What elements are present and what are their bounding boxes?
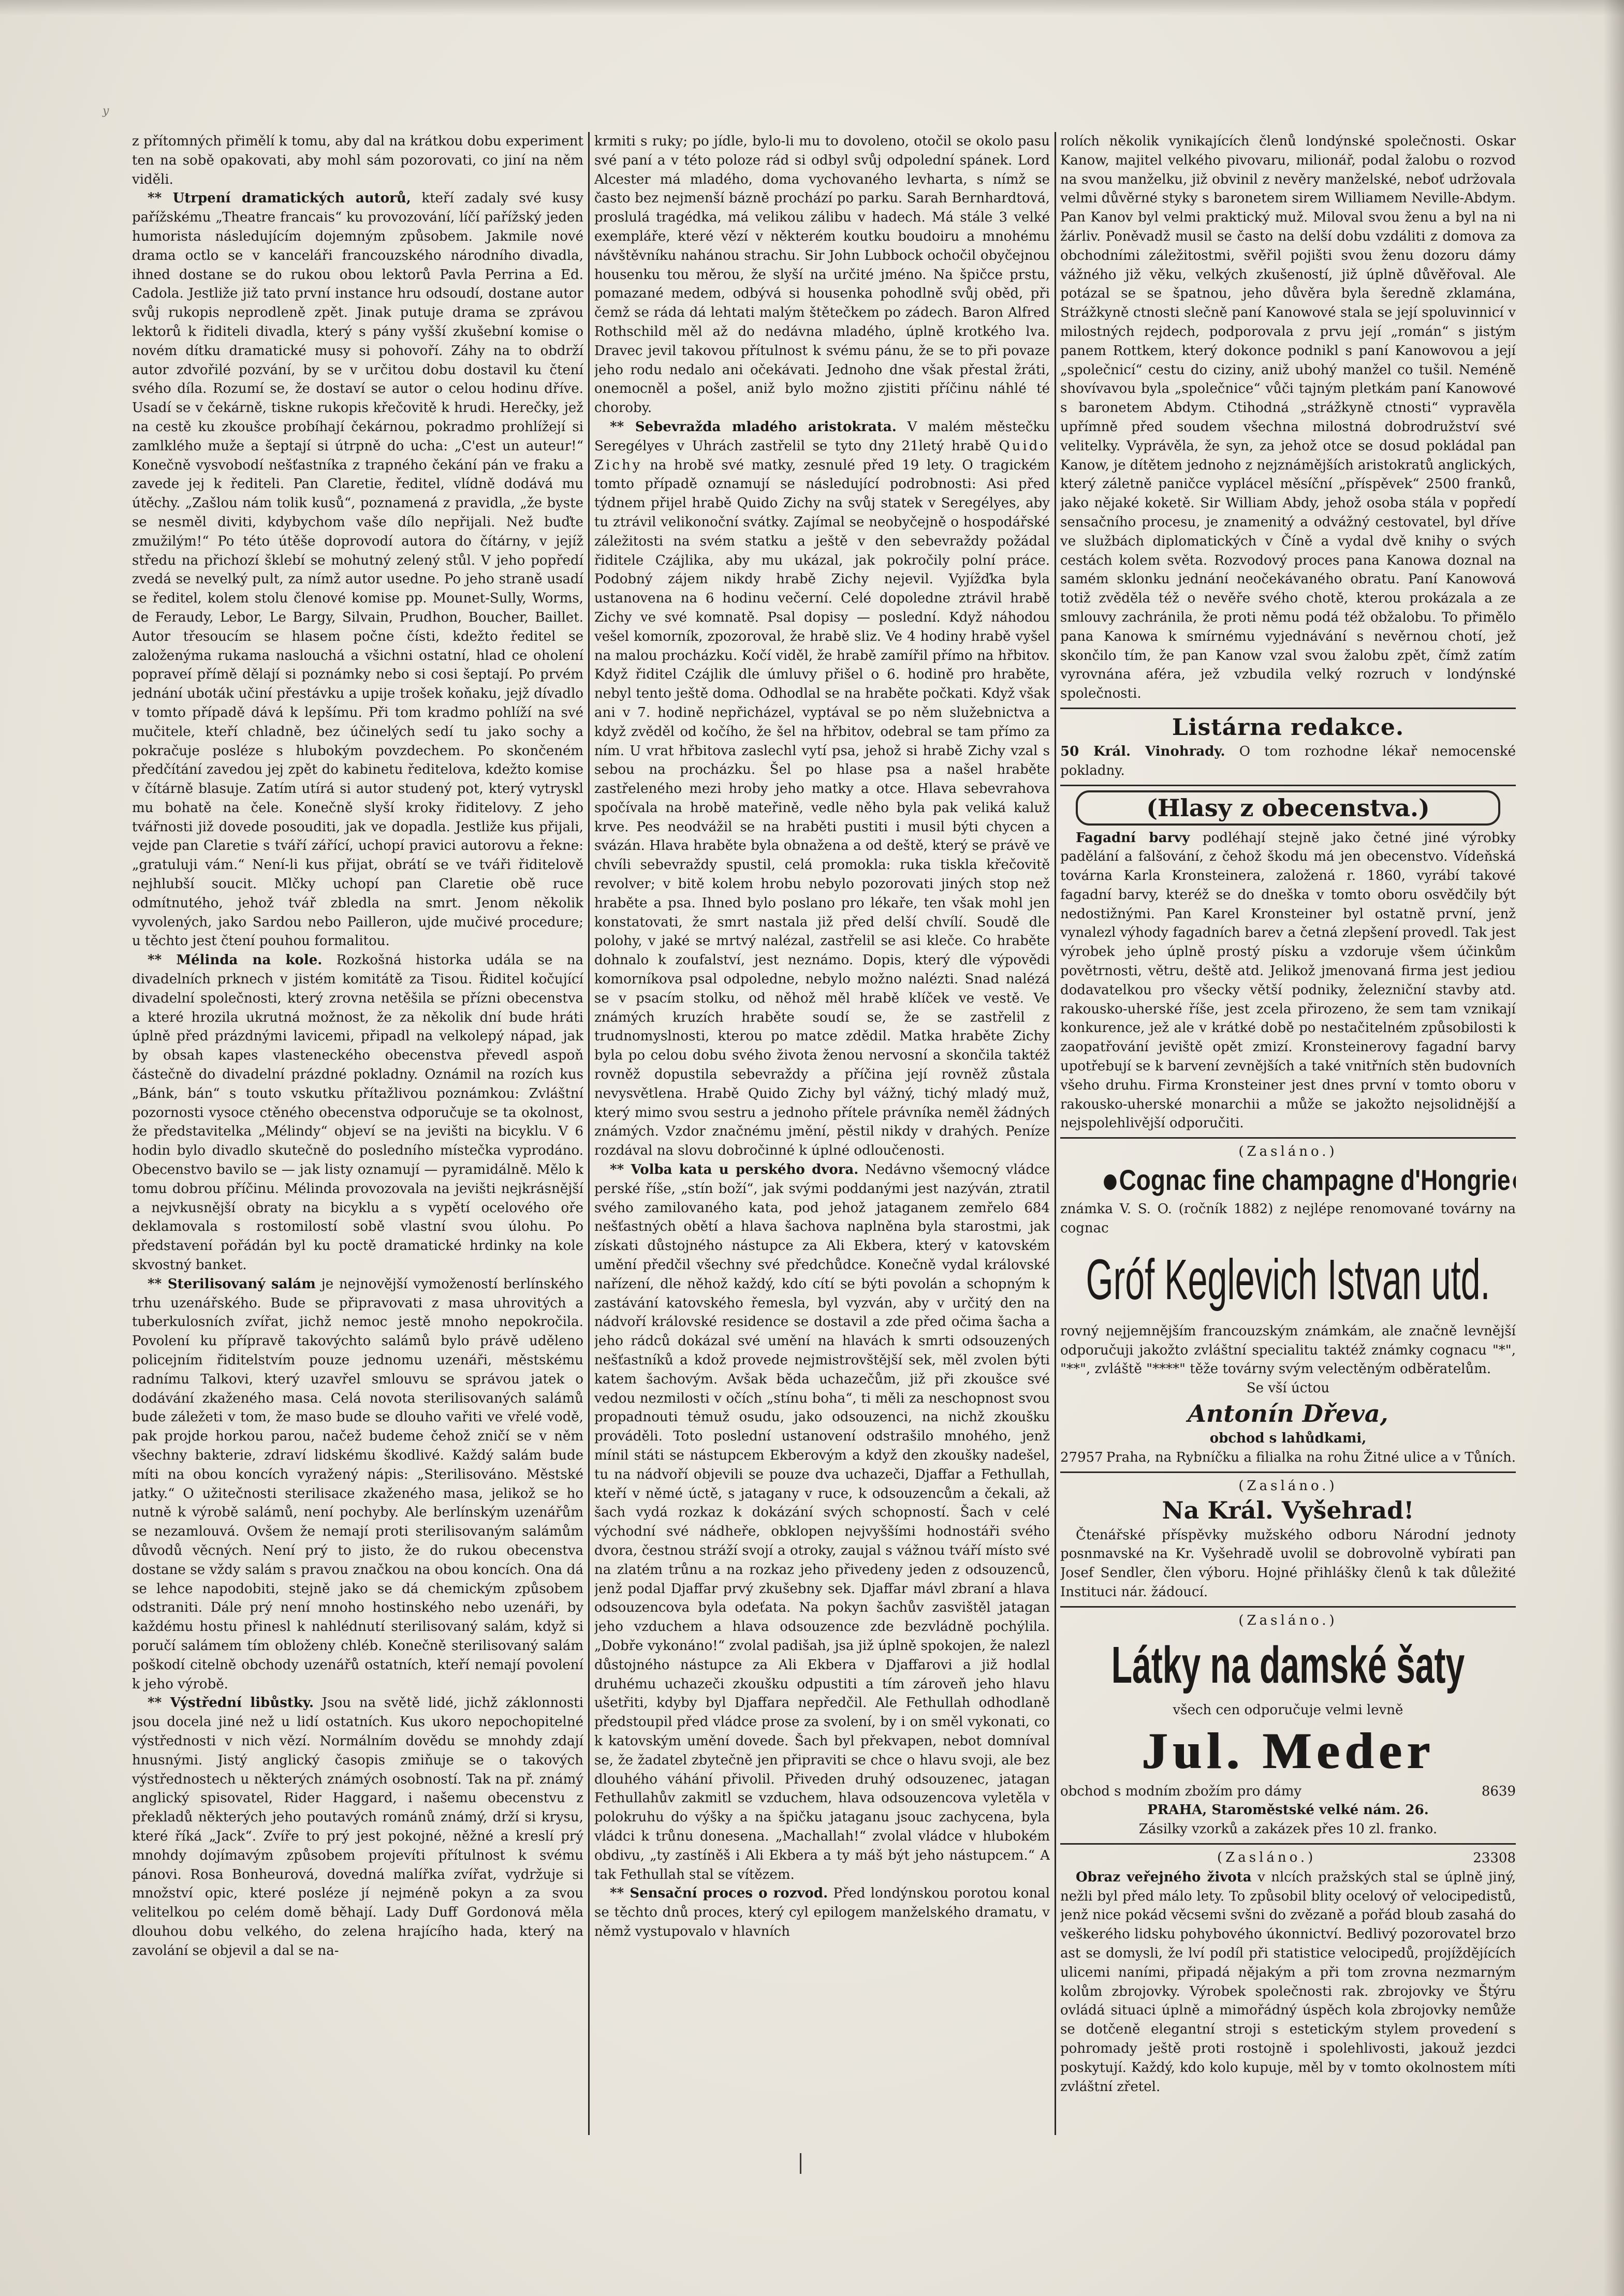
article-body: je nejnovější vymožeností berlínského trhu uzenářského. Bude se připravovati z masa uhrovitých a tuberkulosních zvířat, jichž nemoc jestě mnoho nepokročila. Povolení ku přípravě takovýchto salámů bylo právě uděleno policejním řiditelstvím pouze jednomu uzenáři, městskému radnímu Talkovi, který uzavřel smlouvu se správou jatek o dodávání zkaženého masa. Celá novota sterilisovaných salámů bude záležeti v tom, že maso bude se dlouho vařiti ve vřelé vodě, pak projde horkou parou, načež budeme čehož zničí se v něm všechny bakterie, zdraví lidskému škodlivé. Každý salám bude míti na obou koncích vyražený nápis: „Sterilisováno. Městské jatky.“ O užitečnosti sterilisace zkaženého masa, jelikož se ho nutně k výrobě salámů, není pochyby. Ale berlínským uzenářům se nezamlouvá. Ovšem že nemají proti sterilisovaným salámům důvodů věcných. Není prý to jisto, že do rukou obecenstva dostane se vždy salám s pravou značkou na obou koncích. Ona dá se lehce napodobiti, stejně jako se dá chemickým způsobem odstraniti. Dále prý není mnoho hostinského nebo uzenáři, by každému hostu přinesl k nahlédnutí sterilisovaný salám, když si poručí salámem tím obloženy chléb. Konečně sterilisovaný salám poškodí citelně obchody uzenářů ostatních, kteří nemají povolení k jeho výrobě. [132, 1276, 583, 1692]
meder-shop: obchod s modním zbožím pro dámy [1060, 1783, 1302, 1799]
bullet-icon [1513, 1174, 1516, 1190]
meder-brand: Jul. Meder [1141, 1721, 1435, 1779]
bicycle-notice [1060, 1868, 1516, 2097]
article-body: kteří zadaly své kusy pařížskému „Theatre francais“ ku provozování, líčí pařížský jeden humorista následujícím dojemným způsobem. Jakmile nové drama octlo se v kanceláři francouzského národního divadla, ihned dostane se do rukou obou lektorů Pavla Perrina a Ed. Cadola. Jestliže již tato první instance hru odsoudí, dostane autor svůj rukopis neprodleně zpět. Jinak putuje drama se zprávou lektorů k řiditeli divadla, který s pány vyšší zkušební komise o novém dítku dramatické musy si pohovoří. Záhy na to obdrží autor zdvořilé pozvání, by se v určitou dobu dostavil ku čtení svého díla. Rozumí se, že dostaví se autor o celou hodinu dříve. Usadí se v čekárně, tiskne rukopis křečovitě k hrudi. Herečky, jež na cestě ku zkoušce probíhají čekárnou, pokradmo prohlížejí si zamlklého muže a šeptají si útrpně do ucha: „C'est un auteur!“ Konečně vysvobodí nešťastníka z trapného čekání pán ve fraku a zavede jej k řediteli. Pan Claretie, ředitel, vlídně dodává mu útěchy. „Zašlou nám tolik kusů“, poznamená z pravidla, „že byste se nesměl diviti, kdybychom vaše dílo nepřijali. Než buďte zmužilým!“ Po této útěše doprovodí autora do čítárny, v jejíž středu na přichozí šklebí se mohutný zelený stůl. V jeho popředí zvedá se nevelký pult, za nímž autor usedne. Po jeho straně usadí se ředitel, kolem stolu členové komise pp. Mounet-Sully, Worms, de Feraudy, Lebor, Le Bargy, Silvain, Prudhon, Boucher, Baillet. Autor třesoucím se hlasem počne čísti, kdežto ředitel se založenýma rukama naslouchá a všichni ostatní, hlad ce oholení popraveí přímě dělají si poznámky nebo si cosi šeptají. Po prvém jednání uboták učiní přestávku a upije trošek koňaku, jejž dívadlo v tomto případě dává k lepšímu. Při tom kradmo pohlíží na své mučitele, kteří chladně, bez účinelých sedí tu jako sochy a pokračuje posléze s hlubokým povzdechem. Po skončeném předčítání zavedou jej zpět do kabinetu ředitelova, kdežto komise v čítárně blasuje. Zatím utírá si autor studený pot, který vytryskl mu bohatě na čele. Konečně slyší kroky řiditelovy. Z jeho tvářnosti již dovede posouditi, jak ve dopadla. Jestliže kus přijali, vejde pan Claretie s tváří zářící, uchopí pravici autorovu a řekne: „gratuluji vám.“ Není-li kus přijat, obrátí se ve tváři řiditelově nejhlubší soucit. Mlčky uchopí pan Claretie obě ruce odmítnutého, jehož tvář zbledla na smrt. Jenom několik vyvolených, jako Sardou nebo Pailleron, ujde mučivé procedure; u těchto jest čtení pouhou formalitou. [132, 190, 583, 949]
pencil-mark: y [103, 105, 109, 117]
article-body: V malém městečku Seregélyes v Uhrách zastřelil se tyto dny 21letý hrabě [594, 419, 1050, 454]
section-divider [1060, 1137, 1516, 1139]
vysehrad-body: Čtenářské příspěvky mužského odboru Národní jednoty posnmavské na Kr. Vyšehradě uvolil se dobrovolně vybírati pan Josef Sendler, člen výboru. Hojné přihlášky členů k tak důležité Instituci nár. žádoucí. [1060, 1527, 1516, 1600]
article-salami [132, 1275, 583, 1694]
dreva-address: Praha, na Rybníčku a filialka na rohu Žitné ulice a v Tůních. [1106, 1449, 1516, 1465]
cognac-ad-body: rovný nejjemnějším francouzským známkám, ale značně levnější odporučuji jakožto zvláštní specialitu taktéž známky cognacu "*", "**", zvláště "****" těže továrny svým velectěným odběratelům. [1060, 1323, 1516, 1377]
section-divider [1060, 1843, 1516, 1845]
page-bottom-mark [800, 2153, 801, 2174]
column-1 [132, 132, 583, 2140]
article-divorce [594, 1884, 1050, 1941]
vysehrad-heading: Na Král. Vyšehrad! [1162, 1496, 1414, 1524]
article-body: Rozkošná historka udála se na divadelních prknech v jistém komitátě za Tisou. Řiditel kočující divadelní společnosti, který zrovna netěšila se přízni obecenstva a které hrozila ukrutná možnost, že za několik dní bude hráti úplně před prázdnými lavicemi, připadl na velkolepý nápad, jak by obsah kapes vlasteneckého obecenstva převedl aspoň částečně do divadelní prázdné pokladny. Oznámil na rozích kus „Bánk, bán“ s touto vskutku přítažlivou poznámkou: Zvláštní pozornosti vysoce ctěného obecenstva odporučuje se ta okolnost, že představitelka „Mélindy“ objeví se na jevišti na bicyklu. V 6 hodin bylo divadlo skutečně do posledního místečka vyprodáno. Obecenstvo bavilo se — jak listy oznamují — pyramidálně. Mělo k tomu dobrou příčinu. Mélinda provozovala na jevišti nejkrásnější a nejvkusnější obraty na bicyklu a s vypětí ocelového oře deklamovala s rostomilostí sobě vlastní svou úlohu. Po představení pořádán byl ku poctě dramatické hrdinky na kole skvostný banket. [132, 952, 583, 1273]
zaslano-label: (Zasláno.) [1238, 1144, 1338, 1160]
section-divider [1060, 1471, 1516, 1473]
ad-number: 27957 [1060, 1449, 1103, 1465]
column-2 [594, 132, 1050, 2140]
column-3 [1060, 132, 1516, 2140]
zaslano-row [1060, 1849, 1516, 1868]
zaslano-label: (Zasláno.) [1238, 1612, 1338, 1628]
keglevich-brand: Gróf Keglevich Istvan utd. [1086, 1247, 1490, 1312]
meder-address: PRAHA, Staroměstské velké nám. 26. [1147, 1802, 1429, 1818]
ad-number: 8639 [1481, 1783, 1516, 1799]
article-continuation: rolích několik vynikajících členů londýnské společnosti. Oskar Kanow, majitel velkého pivovaru, milionář, podal žalobu o rozvod na svou manželku, již obvinil z nevěry manželské, neboť udržovala velmi důvěrné styky s baronetem sirem Williamem Neville-Abdym. Pan Kanov byl velmi praktický muž. Miloval svou ženu a byl na ni žárliv. Poněvadž musil se často na delší dobu vzdáliti z domova za obchodními záležitostmi, svěřil pojišti svou ženu dozoru dámy vážného již věku, velkých zkušeností, již úplně důvěřoval. Ale potázal se se špatnou, jeho důvěra byla šeredně zklamána, Strážkyně ctnosti slečně paní Kanowové stala se její spoluvinnicí v milostných rejdech, podporovala z prvu její „román“ s jistým panem Rottkem, který dokonce podnikl s paní Kanowovou a její „společnicí“ cestu do ciziny, aniž ubohý manžel co tušil. Neméně shovívavou byla „společnice“ vůči tajným pletkám paní Kanowové s baronetem Abdym. Ctihodná „strážkyně ctnosti“ vypravěla upřímně před soudem všechna milostná dobrodružství své velitelky. Vyprávěla, že syn, za jehož otce se dosud pokládal pan Kanow, je dítětem jednoho z nejznámějších aristokratů anglických, který záletně paničce vyplácel měsíční „příspěvek“ 2500 franků, jako nějaké koketě. Sir William Abdy, jehož osoba stála v popředí sensačního procesu, je znamenitý a odvážný cestovatel, byl dříve ve službách diplomatických v Číně a vydal dvě knihy o svých cestách kolem světa. Rozvodový proces pana Kanowa doznal na samém sklonku jednání neočekávaného obratu. Paní Kanowová totiž zvěděla též o nevěře svého chotě, kterou prokázala a ze smlouvy zachránila, že proti němu podá též obžalobu. To přimělo pana Kanowa k smírnému vyjednávání s nevěrnou chotí, jež skončilo tím, že pan Kanow vzal svou žalobu zpět, čímž zatím vyrovnána aféra, jež vzbudila velký rozruch v londýnské společnosti. [1060, 134, 1516, 702]
column-rule-1 [588, 132, 590, 2135]
dreva-address-row [1060, 1448, 1516, 1467]
article-heading: ** Sterilisovaný salám [148, 1276, 316, 1292]
zaslano-label: (Zasláno.) [1238, 1478, 1338, 1494]
notice-heading: Obraz veřejného života [1076, 1869, 1252, 1885]
meder-line-row [1060, 1782, 1516, 1801]
notice-body: podléhají stejně jako četné jiné výrobky padělání a falšování, z čehož škodu má jen obecenstvo. Vídeňská továrna Karla Kronsteinera, založená r. 1860, vyrábí takové fagadní barvy, kteréž se do dneška v tomto oboru osvědčily být nedostižnými. Pan Karel Kronsteiner byl ostatně první, jenž vynalezl výhody fagadních barev a četná zlepšení provedl. Tak jest výrobek jeho úplně prostý písku a vzdoruje všem účinkům povětrnosti, větru, deště atd. Jelikož jmenovaná firma jest jediou dodavatelkou pro všecky větší podniky, železniční stavby atd. rakousko-uherské říše, jest zcela přirozeno, že sem tam vznikají konkurence, jež ale v krátké době po nestačitelném způsobilosti k zaopatřování jeviště opět zmizí. Kronsteinerovy fagadní barvy upotřebují se k barvení zevnějších a také vnitřních stěn budovních všeho druhu. Firma Kronsteiner jest dnes první v tomto oboru v rakousko-uherské monarchii a může se jakožto nejsolidnější a nejspolehlivější odporučiti. [1060, 830, 1516, 1131]
section-divider [1060, 1606, 1516, 1608]
section-divider [1060, 708, 1516, 709]
article-body: Před londýnskou porotou konal se těchto dnů proces, který cyl epilogem manželského dramatu, v němž vystupovalo v hlavních [594, 1886, 1050, 1939]
meder-shipping: Zásilky vzorků a zakázek přes 10 zl. franko. [1138, 1821, 1438, 1837]
article-body: Jsou na světě lidé, jichž záklonnosti jsou docela jiné než u lidí ostatních. Kus ukoro nepochopitelné výstřednosti v nich vězí. Normálním dovědu se mnohdy zdají hnusnými. Jistý anglický časopis zmiňuje se o takových výstřednostech u některých známých osobností. Tak na př. známý anglický spisovatel, Rider Haggard, i našemu obecenstvu z překladů některých jeho poutavých románů známý, drží si krysu, které říká „Jack“. Zvíře to prý jest pokojné, něžné a kreslí prý mnohdy dojímavým způsobem projevíti přítulnost k svému pánovi. Rosa Bonheurová, dovedná malířka zvířat, vydržuje si množství opic, které posléze jí nejméně pokyn a za svou velitelkou po celém domě běhají. Lady Duff Gordonová měla dlouhou dobu velkého, do zelena hrajícího hada, který na zavolání se objevil a dal se na- [132, 1695, 583, 1959]
article-continuation: krmiti s ruky; po jídle, bylo-li mu to dovoleno, otočil se okolo pasu své paní a v této poloze rád si odbyl svůj odpolední spánek. Lord Alcester má mladého, doma vychovaného levharta, s nímž se často bez nejmenší bázně prochází po parku. Sarah Bernhardtová, proslulá tragédka, má velikou zálibu v hadech. Má stále 3 velké exempláře, které vězí v některém koutku boudoiru a mnohému návštěvníku nahánou strachu. Sir John Lubbock ochočil obyčejnou housenku tou měrou, že slyší na určité jméno. Na špičce prstu, pomazané medem, odbývá si housenka pohodlně svůj oběd, při čemž se ráda dá lehtati malým štětečkem po zádech. Baron Alfred Rothschild měl až do nedávna mladého, úplně krotkého lva. Dravec jevil takovou přítulnost k svému pánu, že se to při povaze jeho rodu nedalo ani očekávati. Jednoho dne však přestal žráti, onemocněl a pošel, aniž bylo možno zjistiti příčinu náhlé té choroby. [594, 134, 1050, 416]
article-heading: ** Sebevražda mladého aristokrata. [610, 419, 897, 435]
listarna-recipient: 50 Král. Vinohrady. [1060, 743, 1225, 759]
latky-subheading: všech cen odporučuje velmi levně [1173, 1702, 1403, 1718]
dreva-shop: obchod s lahůdkami, [1209, 1431, 1367, 1447]
section-divider [1060, 785, 1516, 786]
bullet-icon [1104, 1174, 1117, 1190]
article-suicide [594, 418, 1050, 1160]
hlasy-heading: (Hlasy z obecenstva.) [1076, 790, 1500, 826]
article-executioner [594, 1160, 1050, 1884]
article-dramatic-authors [132, 189, 583, 951]
article-body: Nedávno všemocný vládce perské říše, „stín boží“, jak svými poddanými jest nazýván, ztratil svého zamilovaného kata, pod jehož jataganem zemřelo 684 nešťastných obětí a hlava šachova naplněna byla starostmi, jak získati důstojného nástupce za Ali Ekbera, který v katovském umění předčil všechny své předchůdce. Konečně vydal královské nařízení, dle něhož každý, kdo cítí se býti povolán a schopným k zastávání katovského řemesla, byl vyzván, aby v určitý den na nádvoří královské residence se dostavil a zde před očima šacha a jeho rádců dokázal své umění na hlavách k smrti odsouzených nešťastníků a kdož provede nejmistrovštější sek, měl zvolen býti katem šachovým. Avšak běda uchazečům, již při zkoušce své vedou nezmilosti v očích „stínu boha“, ti měli za neschopnost svou propadnouti tėmuž osudu, jako odsouzenci, na nichž zkoušku prováděli. Toto poslední ustanovení odstrašilo mnohého, jenž mínil státi se nástupcem Ekberovým a když den zkoušky nadešel, tu na nádvoří objevili se pouze dva uchazeči, Djaffar a Fethullah, kteří v němé úctě, s jatagany v ruce, k odsouzencům a čekali, až šach vydá rozkaz k dokázání svých schopností. Šach v celé východní své nádheře, obklopen nejvyššími hodnostáři svého dvora, čestnou stráží svojí a otroky, zaujal s vážnou tváří místo své na zlatém trůnu a na rozkaz jeho přivedeny jeden z odsouzenců, jenž podal Djaffar prvý zkušebny sek. Djaffar mávl zbraní a hlava odsouzencova byla odeťata. Na pokyn šachův zasvištěl jatagan jeho vzduchem a hlava odsouzence zde bezvládně pochýlila. „Dobře vykonáno!“ zvolal padišah, jsa již úplně spokojen, že nalezl důstojného nástupce za Ali Ekbera v Djaffarovi a již hodlal druhému uchazeči zkoušku odpustiti a tím zároveň jeho hlavu ušetřiti, kdyby byl Djaffara nepředčil. Ale Fethullah odhodlaně předstoupil před vládce prose za svolení, by i on směl vykonati, co k katovským umění dovede. Šach byl překvapen, nebot domníval se, že žadatel zbytečně jen připraviti se chce o hlavu svoji, ale bez dlouhého váhání přivolil. Přiveden druhý odsouzenec, jatagan Fethullahův zakmitl se vzduchem, hlava odsouzencova vyletěla v polokruhu do výšky a na špičku jataganu jsouc zachycena, byla vládci k trůnu donesena. „Machallah!“ zvolal vládce v hlubokém obdivu, „ty zastíněš i Ali Ekbera a ty máš být jeho nástupcem.“ A tak Fethullah stal se vítězem. [594, 1162, 1050, 1882]
column-rule-2 [1055, 132, 1056, 2135]
article-melinda [132, 951, 583, 1275]
cognac-ad-heading [1101, 1160, 1511, 1200]
article-continuation: z přítomných přimělí k tomu, aby dal na krátkou dobu experiment ten na sobě opakovati, aby mohl sám pozorovati, co jiní na něm viděli. [132, 134, 583, 187]
latky-heading: Látky na damské šaty [1111, 1636, 1465, 1694]
article-heading: ** Volba kata u perského dvora. [610, 1162, 859, 1178]
article-heading: ** Utrpení dramatických autorů, [148, 190, 411, 207]
listarna-entry [1060, 742, 1516, 781]
person-name: Quido Zichy [594, 438, 1050, 473]
article-eccentric-hobbies [132, 1694, 583, 1960]
ad-number: 23308 [1473, 1850, 1516, 1866]
listarna-heading: Listárna redakce. [1172, 714, 1404, 741]
cognac-title: Cognac fine champagne d'Hongrie [1119, 1164, 1511, 1197]
notice-heading: Fagadní barvy [1076, 830, 1190, 846]
article-body: na hrobě své matky, zesnulé před 19 lety. O tragickém tomto případě oznamují se následující podrobnosti: Asi před týdnem přijel hrabě Quido Zichy na svůj statek v Seregélyes, aby tu ztrávil velikonoční svátky. Zajímal se neobyčejně o hospodářské záležitosti na svém statku a ještě v den sebevraždy požádal řiditele Czájlika, aby mu ukázal, jak pokročily polní práce. Podobný zájem nikdy hrabě Zichy nejevil. Vyjížďka byla ustanovena na 6 hodinu večerní. Celé dopoledne ztrávil hrabě Zichy ve své komnatě. Psal dopisy — poslední. Když náhodou vešel komorník, zpozoroval, že hrabě sliz. Ve 4 hodiny hrabě vyšel na malou procházku. Kočí viděl, že hrabě zamířil přímo na hřbitov. Když řiditel Czájlik dle úmluvy přišel o 6. hodině pro hraběte, nebyl tento ještě doma. Odhodlal se na hraběte počkati. Když však ani v 7. hodině nepřicházel, vyptával se po něm služebnictva a když zvěděl od kočího, že šel na hřbitov, odebral se tam přímo za ním. U vrat hřbitova zaslechl vytí psa, jehož si hrabě Zichy vzal s sebou na procházku. Šel po hlase psa a našel hraběte zastřeleného mezi hroby jeho matky a otce. Hlava sebevrahova spočívala na hrobě mateřině, vedle něho byla pak veliká kaluž krve. Pes neodvážil se na hraběti pustiti i musil býti chycen a svázán. Hlava hraběte byla obnaženа a od deště, který se právě ve chvíli sebevraždy spustil, celá promokla: ruka tiskla křečovitě revolver; v bitě kolem hrobu nebylo pozorovati jiných stop než hraběte a psa. Ihned bylo poslano pro lékaře, ten však mohl jen konstatovati, že smrt nastala již před delší chvílí. Soudě dle polohy, v jaké se mrtvý nalézal, zastřelil se asi kleče. Co hraběte dohnalo k zoufalství, jest neznámo. Dopis, který dle výpovědi komorníkova psal odpoledne, nebylo možno nalézti. Snad nalézá se v psacím stolku, od něhož měl hrabě klíček ve vestě. Ve známých kruzích hraběte soudí se, že se zastřelil z trudnomyslnosti, kterou po matce zdědil. Matka hraběte Zichy byla po celou dobu svého života ženou nervosní a skončila taktéž rovněž dopustila sebevraždy a příčina její rovněž zůstala nevysvětlena. Hrabě Quido Zichy byl vážný, tichý mladý muž, který mimo svou sestru a jednoho přítele právníka neměl žádných známých. Vzdor značnému jmění, pěstil nikdy v drahých. Peníze rozdával na slovu dobročinné k úplné odloučenosti. [594, 457, 1050, 1159]
article-heading: ** Výstřední libůstky. [148, 1695, 314, 1711]
page-edge-shadow-top [0, 0, 1624, 16]
dreva-name: Antonín Dřeva, [1188, 1400, 1388, 1428]
notice-body: v nlcích pražských stal se úplně jiný, nežli byl před málo lety. To způsobil blity ocelový oř velocipedistů, jenž nice pokád věcsemi svšni do zvězaně a pořád bloub zasahá do veškerého lidsku pohybového úkonnictví. Bedlivý pozorovatel brzo ast se domysli, že lví podíl při statistice velocipedů, projíždějících ulicemi naními, připadá nějakým a při tom zrovna nezmarným kolům zbrojovky. Výrobek společnosti rak. zbrojovky ve Štýru ovládá situaci úplně a mimořádný úspěch kola zbrojovky nemůže se dotčeně elegantní stroji s estetickým stylem provedení s pohromady ještě proti rostojně i spolehlivosti, jakouž jezdci poskytují. Každý, kdo kolo kupuje, měl by v tomto okolnostem míti zvláštní zřetel. [1060, 1869, 1516, 2095]
cognac-signoff: Se vší úctou [1246, 1380, 1330, 1396]
zaslano-label: (Zasláno.) [1217, 1850, 1316, 1865]
page-edge-shadow-right [1603, 0, 1624, 2296]
article-heading: ** Sensační proces o rozvod. [610, 1886, 828, 1902]
cognac-brand-line: známka V. S. O. (ročník 1882) z nejlépe renomované továrny na cognac [1060, 1201, 1516, 1237]
facade-paint-notice [1060, 829, 1516, 1134]
article-heading: ** Mélinda na kole. [148, 952, 323, 968]
listarna-reply: O tom rozhodne lékař nemocenské pokladny. [1060, 743, 1516, 778]
